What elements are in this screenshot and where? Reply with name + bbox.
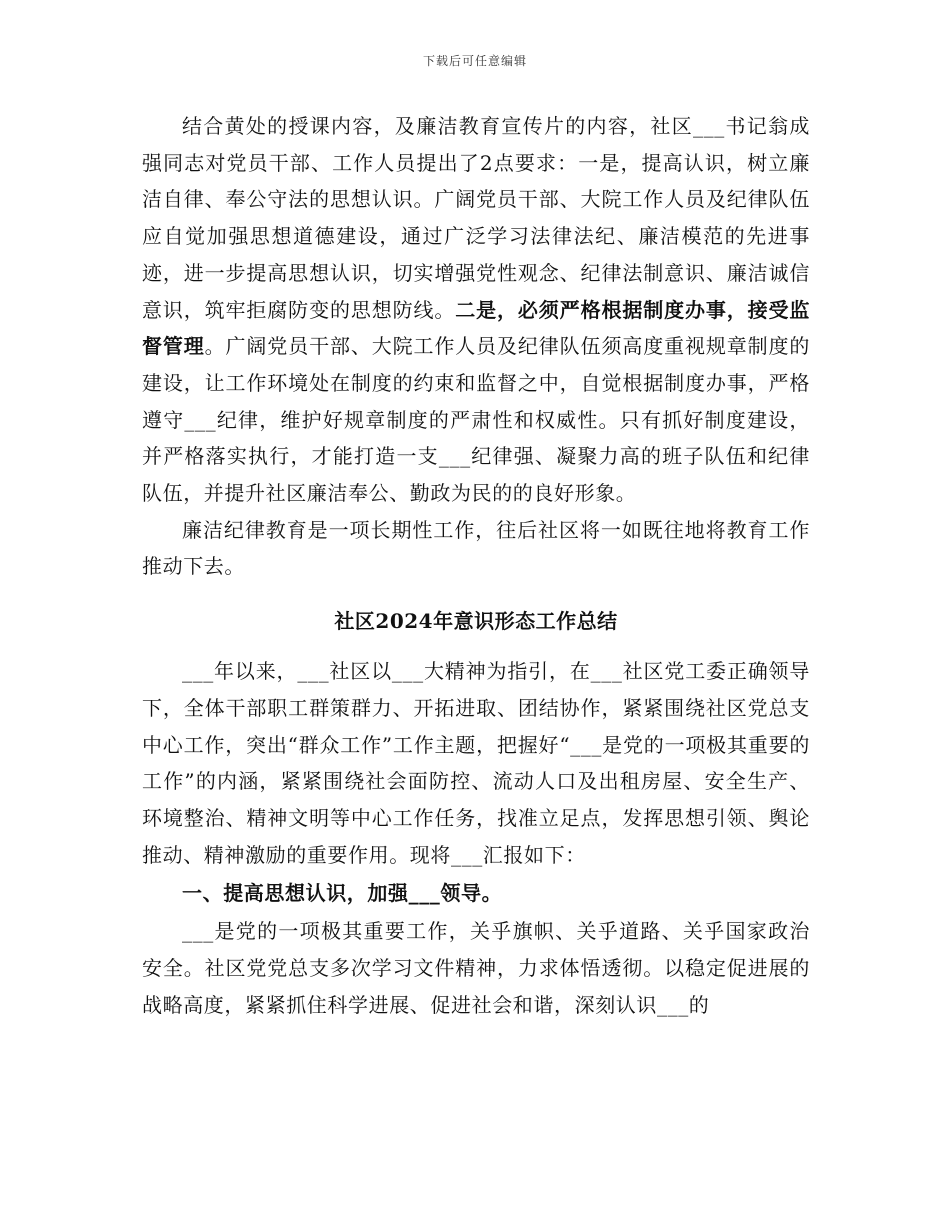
paragraph-summary-intro: ___年以来，___社区以___大精神为指引，在___社区党工委正确领导下，全体干部职工群策群力、开拓进取、团结协作，紧紧围绕社区党总支中心工作，突出“群众工作”工作主题，把握好“___是党的一项极其重要的工作”的内涵，紧紧围绕社会面防控、流动人口及出租房屋、安全生产、环境整治、精神文明等中心工作任务，找准立足点，发挥思想引领、舆论推动、精神激励的重要作用。现将___汇报如下： xyxy=(142,659,810,867)
paragraph-requirements-text-2: 。广阔党员干部、大院工作人员及纪律队伍须高度重视规章制度的建设，让工作环境处在制度的约束和监督之中，自觉根据制度办事，严格遵守___纪律，维护好规章制度的严肃性和权威性。只有抓好制度建设，并严格落实执行，才能打造一支___纪律强、凝聚力高的班子队伍和纪律队伍，并提升社区廉洁奉公、勤政为民的的良好形象。 xyxy=(142,334,810,506)
section-title: 社区2024年意识形态工作总结 xyxy=(334,609,618,634)
paragraph-heading-1-body: ___是党的一项极其重要工作，关乎旗帜、关乎道路、关乎国家政治安全。社区党党总支多次学习文件精神，力求体悟透彻。以稳定促进展的战略高度，紧紧抓住科学进展、促进社会和谐，深刻认识___的 xyxy=(142,919,810,1017)
section-heading-1: 一、提高思想认识，加强___领导。 xyxy=(182,881,503,906)
paragraph-requirements-text-1: 结合黄处的授课内容，及廉洁教育宣传片的内容，社区___书记翁成强同志对党员干部、工作人员提出了2点要求：一是，提高认识，树立廉洁自律、奉公守法的思想认识。广阔党员干部、大院工作人员及纪律队伍应自觉加强思想道德建设，通过广泛学习法律法纪、廉洁模范的先进事迹，进一步提高思想认识，切实增强党性观念、纪律法制意识、廉洁诚信意识，筑牢拒腐防变的思想防线。 xyxy=(142,114,810,322)
paragraph-long-term-work: 廉洁纪律教育是一项长期性工作，往后社区将一如既往地将教育工作推动下去。 xyxy=(142,517,810,579)
document-body xyxy=(142,108,810,1023)
paragraph-requirements-bold: 二是，必须严格根据制度办事，接受监督管理 xyxy=(142,297,811,359)
paragraph-requirements xyxy=(142,108,810,512)
page-header-note: 下载后可任意编辑 xyxy=(422,54,527,68)
